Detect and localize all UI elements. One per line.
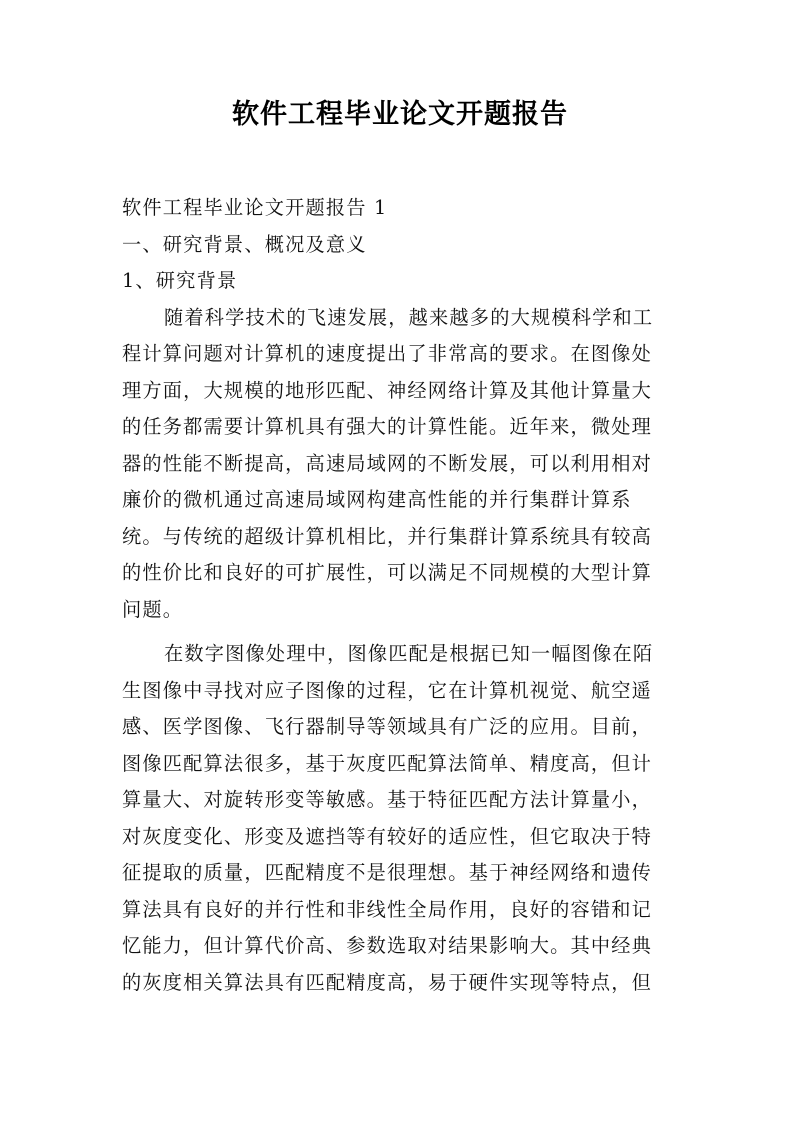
paragraph-line: 廉价的微机通过高速局域网构建高性能的并行集群计算系 bbox=[122, 488, 632, 511]
paragraph-image-matching bbox=[122, 636, 682, 1001]
paragraph-line: 问题。 bbox=[122, 597, 184, 621]
paragraph-line: 征提取的质量，匹配精度不是很理想。基于神经网络和遗传 bbox=[122, 861, 653, 884]
paragraph-line: 生图像中寻找对应子图像的过程，它在计算机视觉、航空遥 bbox=[122, 678, 653, 702]
subsection-heading: 1、研究背景 bbox=[122, 269, 238, 292]
paragraph-line: 忆能力，但计算代价高、参数选取对结果影响大。其中经典 bbox=[122, 934, 653, 957]
paragraph-line: 的灰度相关算法具有匹配精度高，易于硬件实现等特点，但 bbox=[122, 970, 653, 994]
paragraph-research-background bbox=[122, 300, 682, 629]
paragraph-line: 算法具有良好的并行性和非线性全局作用，良好的容错和记 bbox=[122, 897, 653, 921]
paragraph-line: 算量大、对旋转形变等敏感。基于特征匹配方法计算量小， bbox=[122, 788, 653, 811]
paragraph-line: 理方面，大规模的地形匹配、神经网络计算及其他计算量大 bbox=[122, 378, 653, 402]
paragraph-line: 对灰度变化、形变及遮挡等有较好的适应性，但它取决于特 bbox=[122, 824, 653, 848]
paragraph-line: 随着科学技术的飞速发展，越来越多的大规模科学和工 bbox=[164, 305, 654, 329]
paragraph-line: 在数字图像处理中，图像匹配是根据已知一幅图像在陌 bbox=[164, 642, 654, 665]
paragraph-line: 的任务都需要计算机具有强大的计算性能。近年来，微处理 bbox=[122, 415, 653, 438]
paragraph-line: 程计算问题对计算机的速度提出了非常高的要求。在图像处 bbox=[122, 342, 653, 365]
document-subtitle: 软件工程毕业论文开题报告 1 bbox=[122, 196, 388, 219]
paragraph-line: 图像匹配算法很多，基于灰度匹配算法简单、精度高，但计 bbox=[122, 751, 653, 775]
paragraph-line: 感、医学图像、飞行器制导等领域具有广泛的应用。目前， bbox=[122, 715, 653, 738]
paragraph-line: 器的性能不断提高，高速局域网的不断发展，可以利用相对 bbox=[122, 451, 653, 475]
document-body bbox=[122, 190, 682, 1001]
document-title: 软件工程毕业论文开题报告 bbox=[232, 99, 568, 130]
paragraph-line: 统。与传统的超级计算机相比，并行集群计算系统具有较高 bbox=[122, 524, 653, 548]
paragraph-line: 的性价比和良好的可扩展性，可以满足不同规模的大型计算 bbox=[122, 561, 653, 584]
section-heading: 一、研究背景、概况及意义 bbox=[122, 232, 367, 256]
paragraph-spacer bbox=[122, 628, 682, 636]
